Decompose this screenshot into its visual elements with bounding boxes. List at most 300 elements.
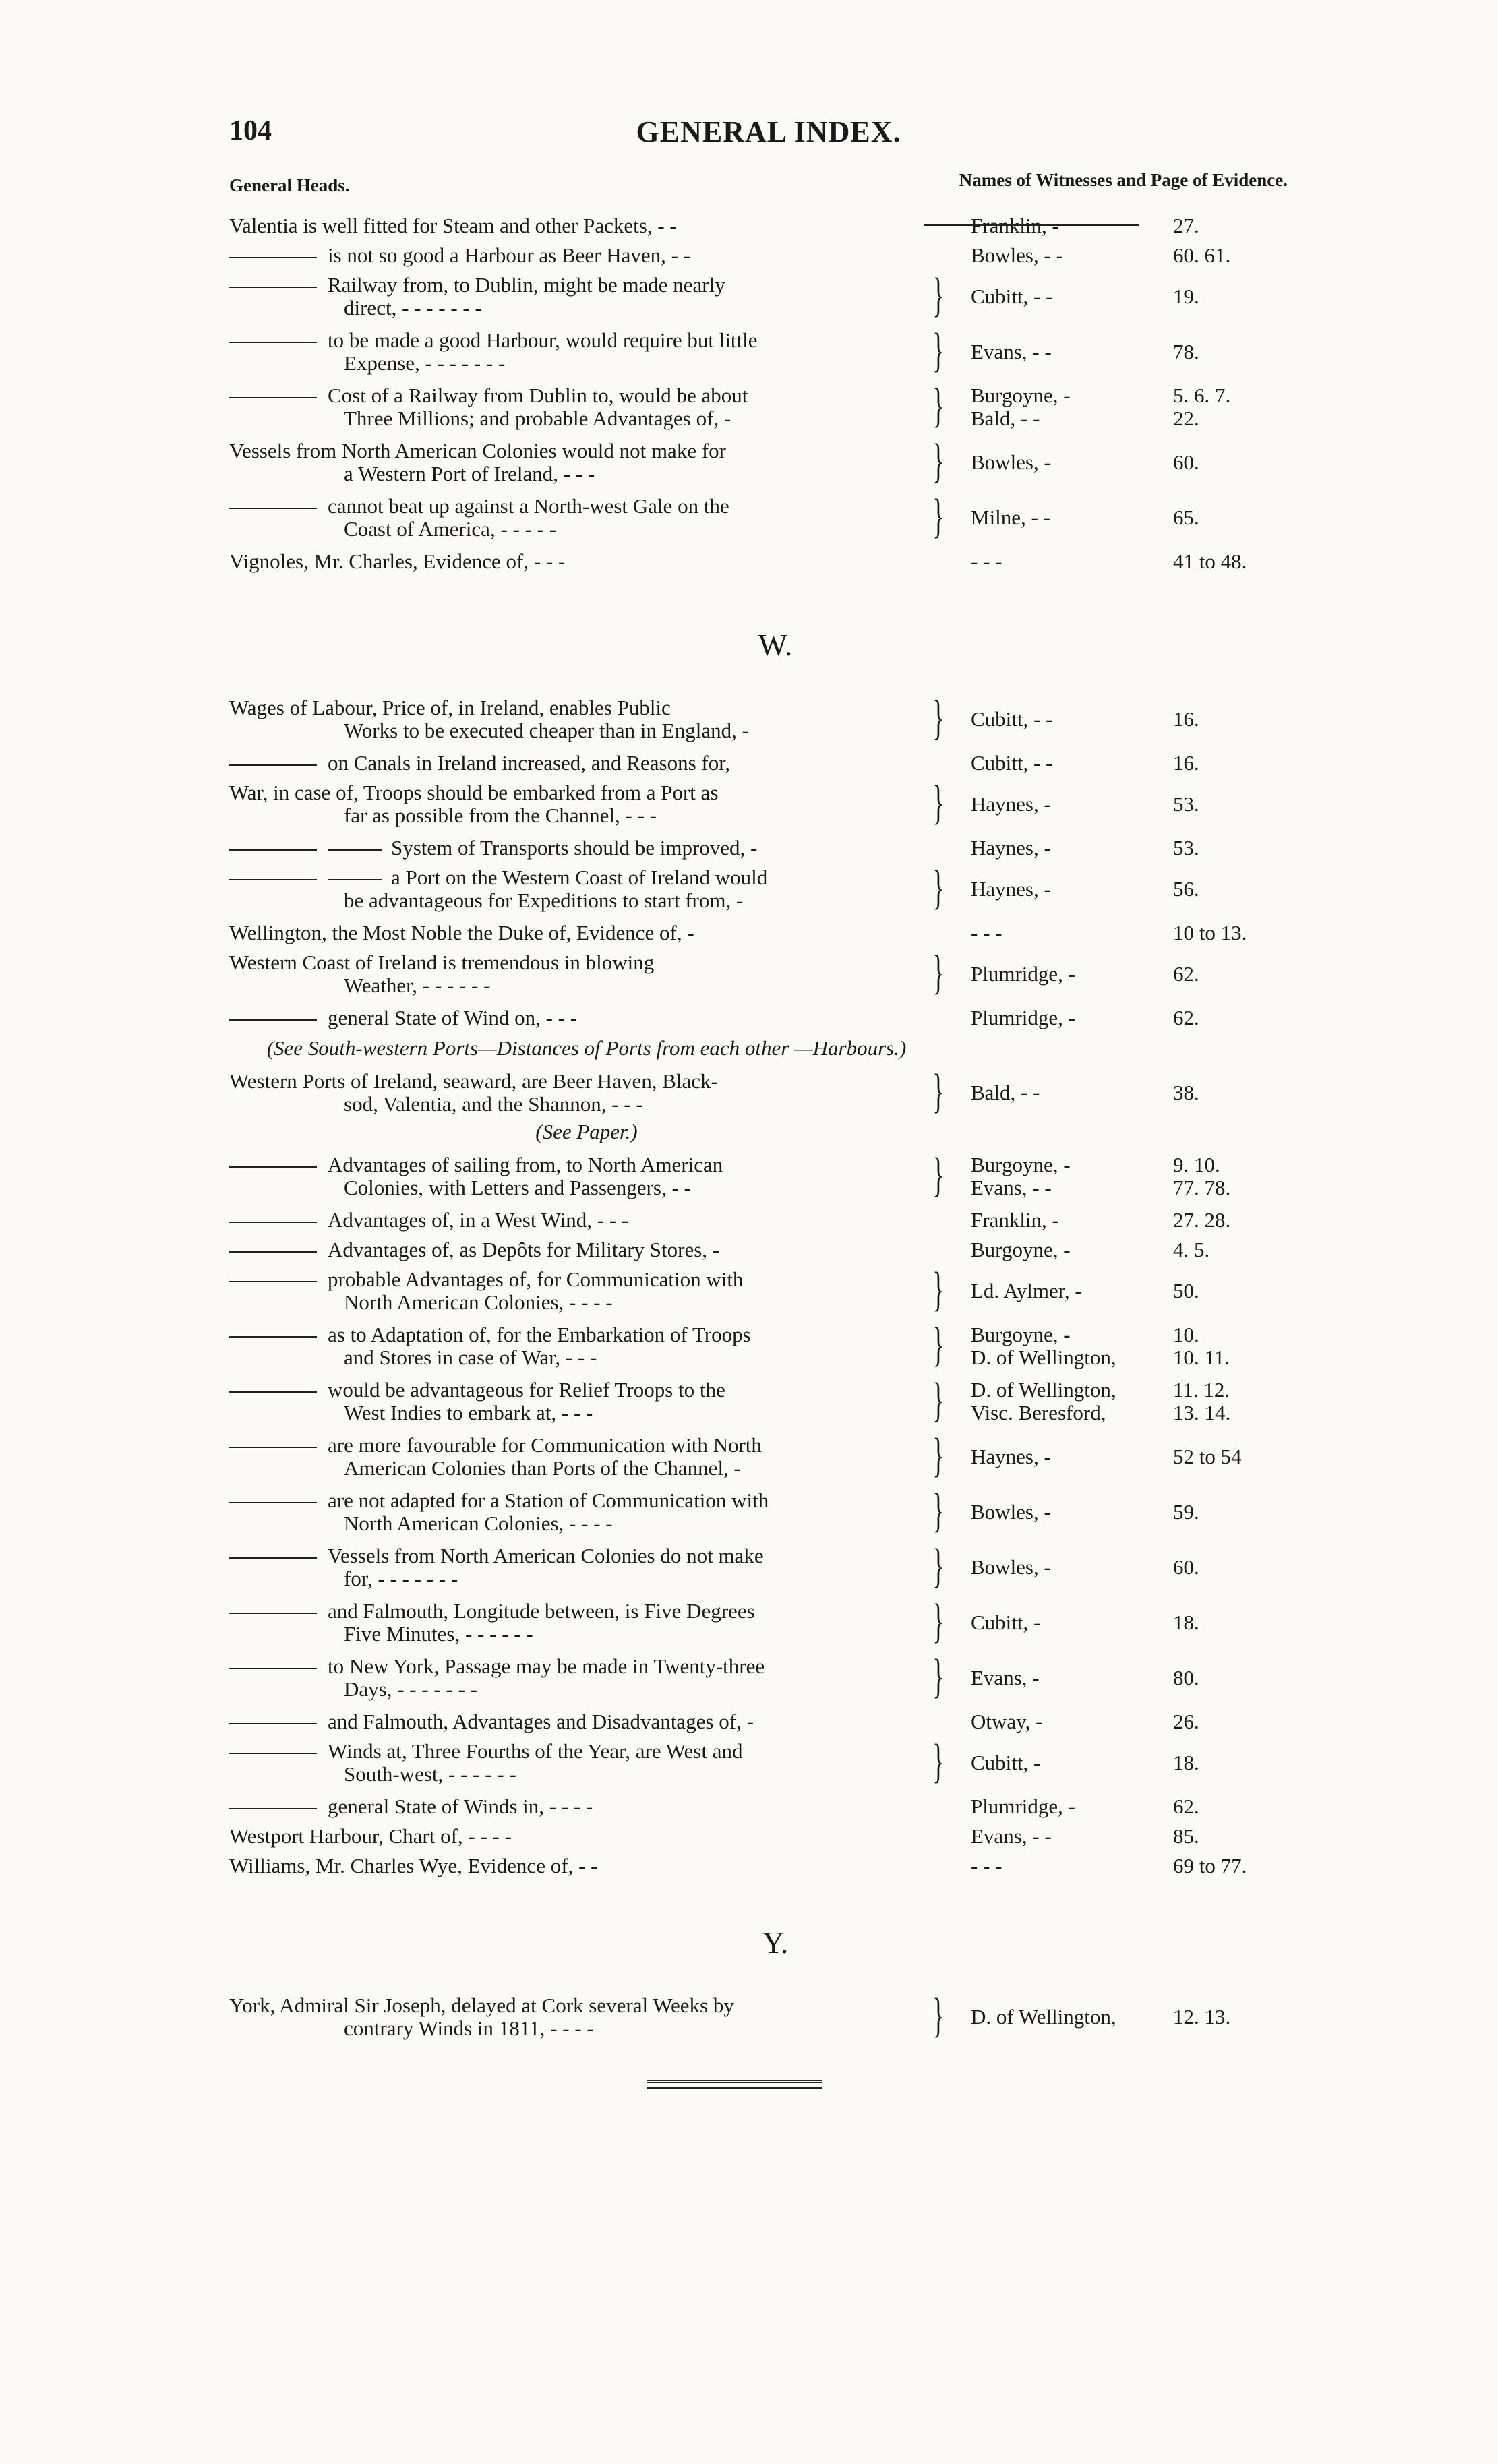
entry-text	[229, 214, 944, 237]
ditto-dash	[229, 849, 317, 851]
entry-line-text: general State of Wind on, - - -	[328, 1006, 578, 1029]
evidence-pages	[1166, 1825, 1281, 1848]
entry-line	[229, 1402, 924, 1424]
entry-text	[229, 837, 944, 860]
witness-names	[944, 1751, 1166, 1774]
entry-line	[229, 1176, 924, 1199]
witness-names	[944, 550, 1166, 573]
entry-text	[229, 1209, 944, 1232]
brace: }	[932, 1485, 944, 1538]
page-ref: 53.	[1173, 792, 1199, 816]
entry-text	[229, 1238, 944, 1261]
brace: }	[932, 1990, 944, 2043]
entry-text	[229, 1990, 944, 2043]
witness-name: Burgoyne, -	[971, 1238, 1071, 1261]
witness-name: Evans, -	[971, 1666, 1040, 1689]
page-ref: 77. 78.	[1173, 1176, 1231, 1199]
page-ref: 65.	[1173, 506, 1199, 529]
witness-name: Bald, - -	[971, 1081, 1040, 1104]
witness-name: D. of Wellington,	[971, 2005, 1116, 2029]
entry-text	[229, 1710, 944, 1733]
entry-line	[229, 781, 924, 804]
entry-line	[229, 440, 924, 462]
witness-names	[944, 1280, 1166, 1302]
entry-line	[229, 1567, 924, 1590]
evidence-pages	[1166, 214, 1281, 237]
ditto-dash	[229, 879, 317, 880]
page-ref: 26.	[1173, 1710, 1199, 1733]
ditto-dash	[229, 1391, 317, 1393]
witness-name: Burgoyne, -	[971, 1323, 1071, 1346]
evidence-pages	[1166, 963, 1281, 986]
entry-line-text: are not adapted for a Station of Communication with	[328, 1489, 769, 1512]
evidence-pages	[1166, 1710, 1281, 1733]
index-entry	[229, 1795, 1281, 1818]
entry-line	[229, 1457, 924, 1480]
entry-text	[229, 922, 944, 944]
entry-line-text: general State of Winds in, - - - -	[328, 1795, 593, 1818]
brace: }	[932, 1540, 944, 1593]
page-ref: 18.	[1173, 1611, 1199, 1634]
witness-names	[944, 1081, 1166, 1104]
ditto-dash	[229, 1166, 317, 1168]
entry-line	[229, 696, 924, 719]
ditto-dash	[229, 257, 317, 258]
entry-line-text: Advantages of, in a West Wind, - - -	[328, 1208, 629, 1232]
witness-name: Milne, - -	[971, 506, 1050, 529]
index-entry	[229, 1430, 1281, 1482]
witness-name: Cubitt, - -	[971, 284, 1053, 308]
entry-line	[229, 518, 924, 541]
ditto-dash	[229, 1723, 317, 1724]
ditto-dash	[328, 849, 382, 851]
witness-name: Ld. Aylmer, -	[971, 1279, 1082, 1302]
entry-line-text: Western Coast of Ireland is tremendous in blowing	[229, 951, 655, 974]
entry-line	[229, 1434, 924, 1457]
entry-line	[229, 922, 924, 944]
index-entry	[229, 435, 1281, 488]
evidence-pages	[1166, 1666, 1281, 1689]
witness-names	[944, 1323, 1166, 1369]
witness-names	[944, 1825, 1166, 1848]
entry-text	[229, 1264, 944, 1317]
witness-names	[944, 1855, 1166, 1877]
entry-text	[229, 1149, 944, 1202]
index-entry	[229, 491, 1281, 543]
witness-name: Cubitt, -	[971, 1611, 1041, 1634]
entry-line	[229, 1238, 924, 1261]
entry-line-text: Works to be executed cheaper than in England, -	[344, 719, 749, 742]
witness-name: Burgoyne, -	[971, 1153, 1071, 1176]
entry-text	[229, 862, 944, 915]
entry-line-text: Vignoles, Mr. Charles, Evidence of, - - -	[229, 549, 566, 573]
ditto-dash	[328, 879, 382, 880]
entry-line-text: Advantages of, as Depôts for Military Stores, -	[328, 1238, 720, 1261]
entry-line-text: Vessels from North American Colonies would not make for	[229, 439, 726, 462]
page-ref: 9. 10.	[1173, 1153, 1220, 1176]
entry-line	[229, 407, 924, 430]
ditto-dash	[229, 1502, 317, 1503]
index-entry	[229, 1149, 1281, 1202]
witness-name: Plumridge, -	[971, 962, 1075, 986]
entry-line	[229, 2017, 924, 2040]
entry-line	[229, 462, 924, 485]
witness-name: Burgoyne, -	[971, 384, 1071, 407]
witness-name: - - -	[971, 921, 1002, 944]
witness-name: Plumridge, -	[971, 1006, 1075, 1029]
index-entry	[229, 1375, 1281, 1427]
entry-line-text: York, Admiral Sir Joseph, delayed at Cork several Weeks by	[229, 1993, 734, 2017]
ditto-dash	[229, 1019, 317, 1021]
witness-names	[944, 1795, 1166, 1818]
page-ref: 62.	[1173, 962, 1199, 986]
page-ref: 13. 14.	[1173, 1401, 1231, 1424]
brace: }	[932, 1066, 944, 1118]
evidence-pages	[1166, 451, 1281, 474]
entry-line	[229, 297, 924, 320]
brace: }	[932, 777, 944, 830]
entry-text	[229, 1485, 944, 1538]
entry-text	[229, 1430, 944, 1482]
entry-text	[229, 1375, 944, 1427]
entry-line	[229, 804, 924, 827]
witness-names	[944, 752, 1166, 775]
index-entry	[229, 1855, 1281, 1877]
page-ref: 60. 61.	[1173, 243, 1231, 267]
ditto-dash	[229, 1251, 317, 1253]
entry-line-text: System of Transports should be improved, -	[391, 836, 758, 860]
ditto-dash	[229, 1613, 317, 1614]
entry-line-text: Westport Harbour, Chart of, - - - -	[229, 1824, 512, 1848]
page-ref: 50.	[1173, 1279, 1199, 1302]
entry-line-text: probable Advantages of, for Communication with	[328, 1267, 744, 1291]
page-ref: 16.	[1173, 751, 1199, 775]
entry-line-text: North American Colonies, - - - -	[344, 1511, 613, 1535]
index-entry	[229, 1710, 1281, 1733]
entry-line	[229, 1346, 924, 1369]
entry-line-text: would be advantageous for Relief Troops to the	[328, 1378, 725, 1402]
index-entry	[229, 214, 1281, 237]
entry-line-text: a Port on the Western Coast of Ireland would	[391, 866, 768, 889]
witness-names	[944, 793, 1166, 816]
ditto-dash	[229, 397, 317, 398]
witness-name: - - -	[971, 1854, 1002, 1877]
brace: }	[932, 270, 944, 322]
entry-line-text: to New York, Passage may be made in Twenty-three	[328, 1654, 765, 1678]
page-ref: 10. 11.	[1173, 1346, 1230, 1369]
entry-line	[229, 1795, 924, 1818]
entry-text	[229, 1651, 944, 1704]
entry-line-text: Weather, - - - - - -	[344, 973, 491, 997]
section-y	[229, 1990, 1281, 2043]
witness-names	[944, 384, 1166, 430]
entry-line-text: Vessels from North American Colonies do not make	[328, 1544, 764, 1567]
entry-line-text: direct, - - - - - - -	[344, 296, 482, 320]
entry-line	[229, 1291, 924, 1314]
section-v	[229, 214, 1281, 573]
witness-names	[944, 1556, 1166, 1579]
evidence-pages	[1166, 1081, 1281, 1104]
index-entry	[229, 1209, 1281, 1232]
ditto-dash	[229, 508, 317, 509]
entry-line-text: sod, Valentia, and the Shannon, - - -	[344, 1092, 643, 1116]
entry-line-text: Colonies, with Letters and Passengers, - -	[344, 1176, 691, 1199]
entry-line	[229, 329, 924, 352]
entry-line	[229, 1209, 924, 1232]
index-entry	[229, 1319, 1281, 1372]
entry-line	[229, 1710, 924, 1733]
ditto-dash	[229, 1557, 317, 1559]
entry-text	[229, 1855, 944, 1877]
entry-line	[229, 1323, 924, 1346]
entry-line	[229, 1678, 924, 1701]
index-entry	[229, 1540, 1281, 1593]
page-title: GENERAL INDEX.	[636, 115, 901, 148]
entry-line-text: contrary Winds in 1811, - - - -	[344, 2016, 594, 2040]
entry-line-text: to be made a good Harbour, would require but little	[328, 328, 758, 352]
evidence-pages	[1166, 708, 1281, 731]
index-entry	[229, 1651, 1281, 1704]
index-page	[229, 108, 1288, 2089]
entry-line	[229, 1740, 924, 1763]
page-ref: 12. 13.	[1173, 2005, 1231, 2029]
entry-line	[229, 951, 924, 974]
witness-names	[944, 285, 1166, 308]
entry-line-text: be advantageous for Expeditions to start from, -	[344, 889, 744, 912]
entry-line-text: and Falmouth, Advantages and Disadvantages of, -	[328, 1710, 754, 1733]
brace: }	[932, 435, 944, 488]
entry-line	[229, 1994, 924, 2017]
brace: }	[932, 1430, 944, 1482]
entry-line-text: Railway from, to Dublin, might be made nearly	[328, 273, 725, 297]
ditto-dash	[229, 1668, 317, 1669]
entry-text	[229, 550, 944, 573]
index-entry	[229, 862, 1281, 915]
entry-line-text: Wages of Labour, Price of, in Ireland, enables Public	[229, 696, 671, 719]
entry-line	[229, 837, 924, 860]
page-ref: 18.	[1173, 1751, 1199, 1774]
entry-line	[229, 889, 924, 912]
entry-text	[229, 1825, 944, 1848]
witness-names	[944, 1379, 1166, 1424]
entry-line	[229, 1544, 924, 1567]
witness-names	[944, 837, 1166, 860]
entry-line-text: Expense, - - - - - - -	[344, 351, 506, 375]
witness-names	[944, 963, 1166, 986]
evidence-pages	[1166, 922, 1281, 944]
witness-name: Haynes, -	[971, 1445, 1051, 1468]
witness-name: Bowles, -	[971, 450, 1051, 474]
index-entry	[229, 1596, 1281, 1648]
evidence-pages	[1166, 1006, 1281, 1029]
evidence-pages	[1166, 1855, 1281, 1877]
entry-line	[229, 719, 924, 742]
witness-names	[944, 922, 1166, 944]
page-ref: 22.	[1173, 407, 1199, 430]
brace: }	[932, 1596, 944, 1648]
page-ref: 27.	[1173, 214, 1199, 237]
column-headings	[229, 162, 1288, 209]
page-ref: 56.	[1173, 877, 1199, 901]
ditto-dash	[229, 1222, 317, 1223]
entry-line-text: War, in case of, Troops should be embarked from a Port as	[229, 781, 719, 804]
brace: }	[932, 380, 944, 433]
entry-line-text: as to Adaptation of, for the Embarkation of Troops	[328, 1323, 751, 1346]
page-ref: 11. 12.	[1173, 1378, 1230, 1402]
entry-line-text: a Western Port of Ireland, - - -	[344, 462, 595, 485]
index-entry	[229, 1825, 1281, 1848]
witness-name: Bowles, -	[971, 1555, 1051, 1579]
section-letter-w: W.	[758, 628, 793, 662]
evidence-pages	[1166, 2006, 1281, 2029]
ditto-dash	[229, 1808, 317, 1809]
entry-line-text: for, - - - - - - -	[344, 1567, 458, 1590]
entry-text	[229, 270, 944, 322]
entry-line-text: and Stores in case of War, - - -	[344, 1346, 597, 1369]
page-ref: 38.	[1173, 1081, 1199, 1104]
index-entry	[229, 1006, 1281, 1029]
page-ref: 62.	[1173, 1006, 1199, 1029]
witness-name: Bowles, -	[971, 1500, 1051, 1524]
column-heading-witnesses: Names of Witnesses and Page of Evidence.	[959, 170, 1288, 190]
evidence-pages	[1166, 550, 1281, 573]
page-ref: 16.	[1173, 707, 1199, 731]
entry-line-text: Cost of a Railway from Dublin to, would be about	[328, 384, 748, 407]
entry-line	[229, 352, 924, 375]
entry-text	[229, 1066, 944, 1118]
page-number: 104	[229, 115, 272, 146]
entry-line-text: and Falmouth, Longitude between, is Five Degrees	[328, 1599, 755, 1623]
witness-name: Bald, - -	[971, 407, 1040, 430]
index-entry	[229, 837, 1281, 860]
entry-line-text: Western Ports of Ireland, seaward, are Beer Haven, Black-	[229, 1069, 718, 1093]
page-ref: 10.	[1173, 1323, 1199, 1346]
entry-line	[229, 214, 924, 237]
entry-line	[229, 1379, 924, 1402]
page-ref: 4. 5.	[1173, 1238, 1210, 1261]
entry-line-text: Wellington, the Most Noble the Duke of, Evidence of, -	[229, 921, 694, 944]
witness-name: Visc. Beresford,	[971, 1401, 1106, 1424]
brace: }	[932, 1736, 944, 1789]
index-entry	[229, 1485, 1281, 1538]
page-ref: 5. 6. 7.	[1173, 384, 1231, 407]
entry-text	[229, 752, 944, 775]
witness-name: Evans, - -	[971, 340, 1052, 363]
evidence-pages	[1166, 1280, 1281, 1302]
entry-line-text: Three Millions; and probable Advantages of, -	[344, 407, 731, 430]
evidence-pages	[1166, 1556, 1281, 1579]
header-rule	[924, 224, 1139, 226]
section-letter-y: Y.	[762, 1925, 789, 1960]
index-entry	[229, 777, 1281, 830]
witness-name: Haynes, -	[971, 836, 1051, 860]
evidence-pages	[1166, 1611, 1281, 1634]
page-ref: 59.	[1173, 1500, 1199, 1524]
closing-rule	[647, 2080, 822, 2089]
witness-name: Cubitt, - -	[971, 707, 1053, 731]
witness-name: Cubitt, -	[971, 1751, 1041, 1774]
ditto-dash	[229, 1447, 317, 1448]
entry-line	[229, 1070, 924, 1093]
entry-line	[229, 384, 924, 407]
entry-line	[229, 1006, 924, 1029]
entry-line	[229, 1763, 924, 1786]
page-ref: 19.	[1173, 284, 1199, 308]
brace: }	[932, 947, 944, 1000]
entry-text	[229, 435, 944, 488]
evidence-pages	[1166, 1153, 1281, 1199]
witness-names	[944, 1209, 1166, 1232]
section-w	[229, 692, 1281, 1029]
page-ref: 78.	[1173, 340, 1199, 363]
witness-names	[944, 1006, 1166, 1029]
index-entry	[229, 752, 1281, 775]
entry-line-text: Winds at, Three Fourths of the Year, are West and	[328, 1739, 743, 1763]
entry-line	[229, 1825, 924, 1848]
entry-line	[229, 1655, 924, 1678]
brace: }	[932, 1375, 944, 1427]
witness-names	[944, 1445, 1166, 1468]
witness-names	[944, 2006, 1166, 2029]
evidence-pages	[1166, 506, 1281, 529]
ditto-dash	[229, 1753, 317, 1754]
entry-line	[229, 866, 924, 889]
entry-line-text: far as possible from the Channel, - - -	[344, 804, 657, 827]
index-entry	[229, 1990, 1281, 2043]
entry-text	[229, 325, 944, 378]
evidence-pages	[1166, 1238, 1281, 1261]
evidence-pages	[1166, 340, 1281, 363]
brace: }	[932, 692, 944, 745]
index-entry	[229, 1264, 1281, 1317]
entry-line	[229, 1600, 924, 1623]
entry-line	[229, 1855, 924, 1877]
entry-line	[229, 1489, 924, 1512]
entry-line	[229, 495, 924, 518]
page-ref: 85.	[1173, 1824, 1199, 1848]
entry-text	[229, 947, 944, 1000]
witness-names	[944, 1238, 1166, 1261]
entry-line-text: Coast of America, - - - - -	[344, 517, 557, 541]
entry-line-text: West Indies to embark at, - - -	[344, 1401, 593, 1424]
entry-line	[229, 1512, 924, 1535]
entry-text	[229, 692, 944, 745]
witness-names	[944, 1611, 1166, 1634]
index-entry	[229, 325, 1281, 378]
witness-names	[944, 244, 1166, 267]
page-header	[229, 108, 1281, 162]
witness-name: Evans, - -	[971, 1176, 1052, 1199]
section-w-western-ports-subentries	[229, 1149, 1281, 1877]
witness-names	[944, 214, 1166, 237]
entry-line	[229, 1153, 924, 1176]
evidence-pages	[1166, 1795, 1281, 1818]
entry-line-text: on Canals in Ireland increased, and Reasons for,	[328, 751, 731, 775]
index-entry	[229, 1066, 1281, 1118]
evidence-pages	[1166, 1751, 1281, 1774]
entry-line-text: Days, - - - - - - -	[344, 1677, 477, 1701]
index-entry	[229, 270, 1281, 322]
see-note: (See South-western Ports—Distances of Ports from each other —Harbours.)	[266, 1036, 907, 1060]
entry-text	[229, 491, 944, 543]
brace: }	[932, 1651, 944, 1704]
entry-line-text: is not so good a Harbour as Beer Haven, - -	[328, 243, 691, 267]
witness-names	[944, 708, 1166, 731]
witness-name: Plumridge, -	[971, 1795, 1075, 1818]
brace: }	[932, 1264, 944, 1317]
entry-text	[229, 1736, 944, 1789]
witness-name: Franklin, -	[971, 214, 1059, 237]
